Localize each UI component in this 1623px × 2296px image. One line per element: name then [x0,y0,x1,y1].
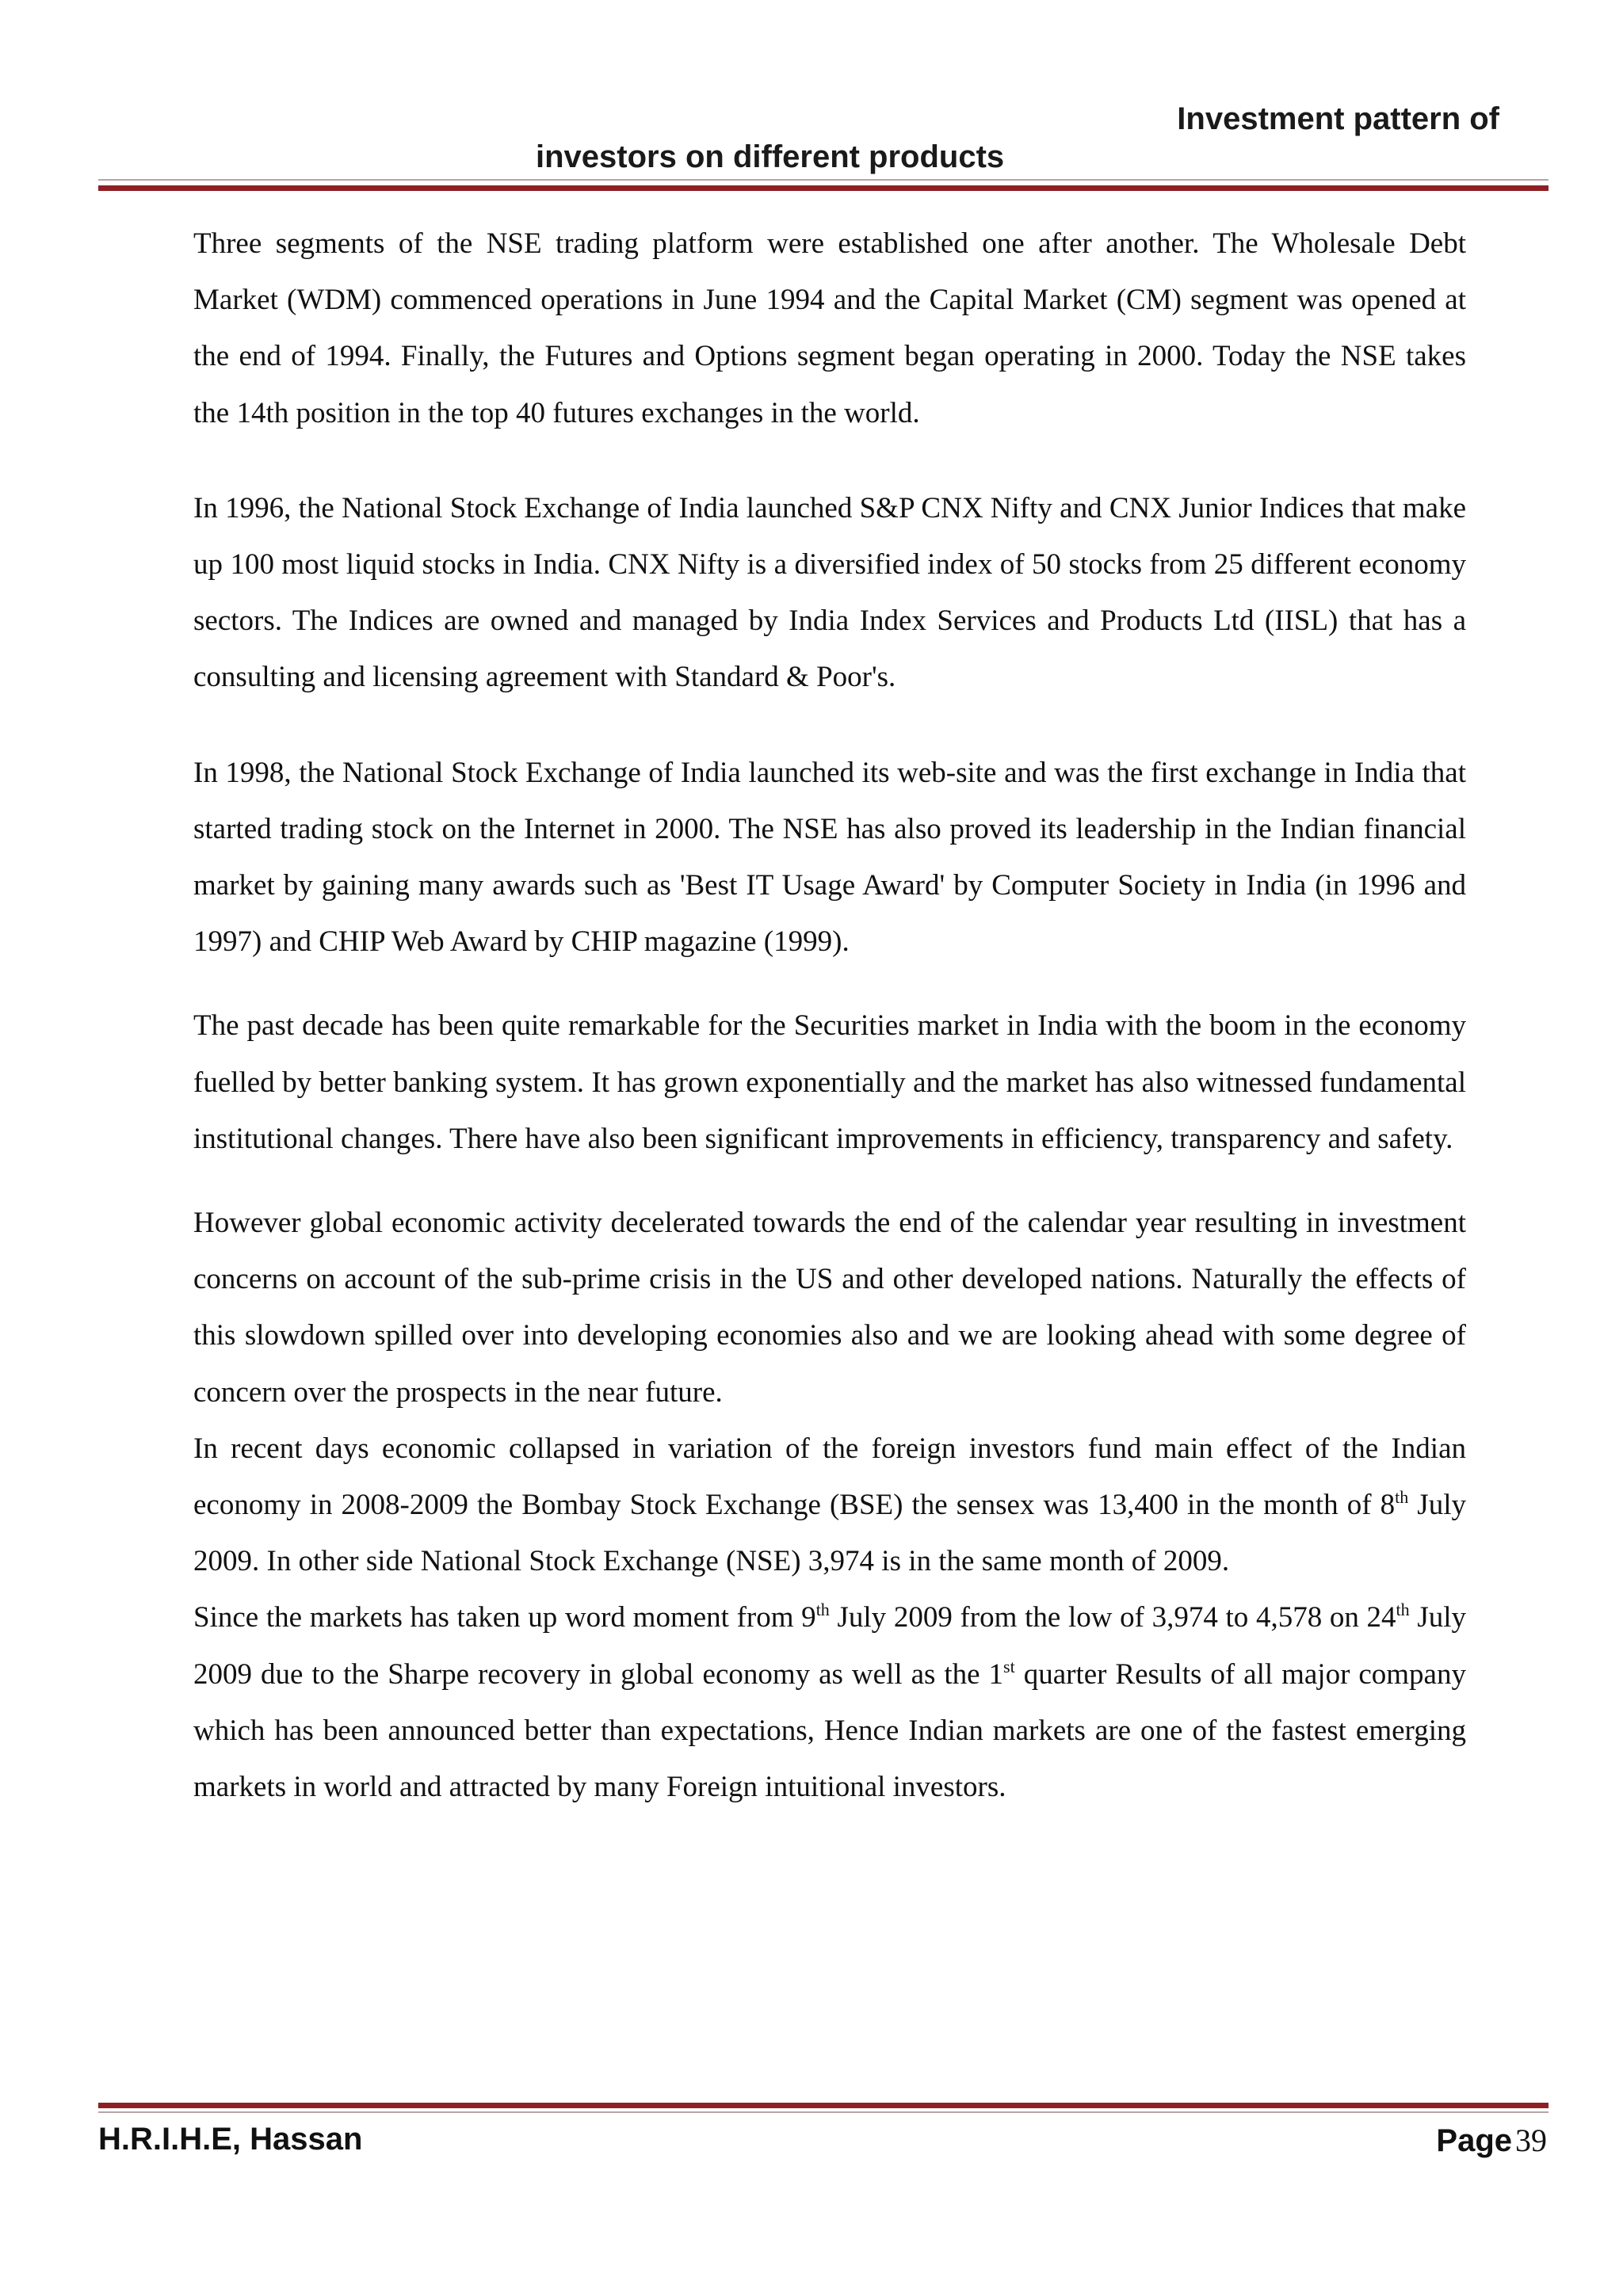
p7-text-1: Since the markets has taken up word moment from 9 [193,1601,816,1634]
body-text [193,215,1466,1815]
paragraph-6 [193,1421,1466,1590]
footer-institution: H.R.I.H.E, Hassan [98,2122,363,2157]
paragraph-7 [193,1589,1466,1815]
p7-sup-3: st [1003,1656,1015,1676]
p7-sup-2: th [1396,1600,1410,1620]
paragraph-5: However global economic activity decelerated towards the end of the calendar year resulting in investment concerns on account of the sub-prime crisis in the US and other developed nations. Naturally the effects of this slowdown spilled over into developing economies also and we are looking ahead with some degree of concern over the prospects in the near future. [193,1207,1466,1409]
header-rule-thin [98,179,1549,181]
header-title-line1: Investment pattern of [1177,101,1499,136]
header-rule-thick [98,185,1549,191]
p6-text-2: July 2009. In other side National Stock Exchange (NSE) 3,974 is in the same month of 2009. [193,1489,1466,1578]
p6-text-1: In recent days economic collapsed in variation of the foreign investors fund main effect of the Indian economy in 2008-2009 the Bombay Stock Exchange (BSE) the sensex was 13,400 in the month of 8 [193,1432,1466,1522]
p7-text-4: quarter Results of all major company which has been announced better than expectations, Hence Indian markets are one of the fastest emerging markets in world and attracted by many Foreign intuitional investors. [193,1657,1466,1804]
paragraph-4: The past decade has been quite remarkable for the Securities market in India with the boom in the economy fuelled by better banking system. It has grown exponentially and the market has also witnessed fundamental institutional changes. There have also been significant improvements in efficiency, transparency and safety. [193,1009,1466,1155]
paragraph-2: In 1996, the National Stock Exchange of India launched S&P CNX Nifty and CNX Junior Indices that make up 100 most liquid stocks in India. CNX Nifty is a diversified index of 50 stocks from 25 different economy sectors. The Indices are owned and managed by India Index Services and Products Ltd (IISL) that has a consulting and licensing agreement with Standard & Poor's. [193,491,1466,694]
paragraph-1: Three segments of the NSE trading platform were established one after another. The Wholesale Debt Market (WDM) commenced operations in June 1994 and the Capital Market (CM) segment was opened at the end of 1994. Finally, the Futures and Options segment began operating in 2000. Today the NSE takes the 14th position in the top 40 futures exchanges in the world. [193,227,1466,429]
footer-rule-thin [98,2111,1549,2113]
footer-page [1436,2122,1547,2159]
footer-rule-thick [98,2103,1549,2108]
page-label: Page [1436,2123,1512,2158]
header-title-line2: investors on different products [536,139,1005,174]
p6-sup-1: th [1395,1487,1409,1508]
p7-sup-1: th [815,1600,830,1620]
paragraph-3: In 1998, the National Stock Exchange of India launched its web-site and was the first exchange in India that started trading stock on the Internet in 2000. The NSE has also proved its leadership in the Indian financial market by gaining many awards such as 'Best IT Usage Award' by Computer Society in India (in 1996 and 1997) and CHIP Web Award by CHIP magazine (1999). [193,756,1466,959]
page-number: 39 [1515,2122,1547,2158]
p7-text-3: July 2009 due to the Sharpe recovery in global economy as well as the 1 [193,1601,1466,1691]
p7-text-2: July 2009 from the low of 3,974 to 4,578 on 24 [829,1601,1396,1634]
